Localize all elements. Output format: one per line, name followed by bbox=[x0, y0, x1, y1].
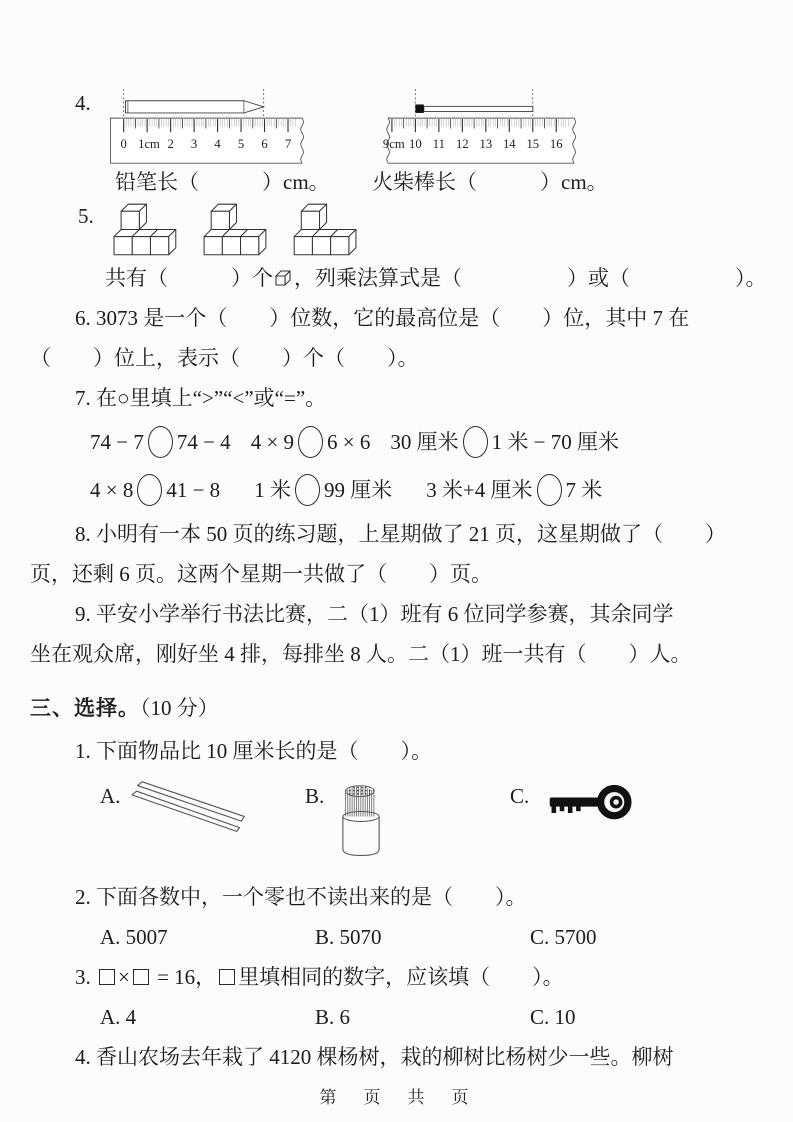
matchstick-icon bbox=[415, 104, 532, 112]
choice-q2-text: 2. 下面各数中，一个零也不读出来的是（ ）。 bbox=[75, 885, 527, 909]
comparison-circle bbox=[148, 426, 173, 458]
choice-q2-options bbox=[30, 917, 765, 957]
choice-q3-option-b: B. 6 bbox=[315, 1005, 351, 1029]
question-6-line1: 6. 3073 是一个（ ）位数，它的最高位是（ ）位，其中 7 在 bbox=[75, 306, 690, 330]
ruler-tick-label: 13 bbox=[479, 137, 493, 152]
ruler-tick-label: 3 bbox=[190, 137, 198, 152]
matchstick-length-blank: 火柴棒长（ ）cm。 bbox=[372, 170, 608, 194]
question-4-number: 4. bbox=[75, 91, 91, 115]
ruler-tick-label: 5 bbox=[237, 137, 245, 152]
choice-q1-text: 1. 下面物品比 10 厘米长的是（ ）。 bbox=[75, 739, 432, 763]
comparison-circle bbox=[137, 474, 162, 506]
section-3-title bbox=[30, 686, 765, 731]
comparison-item: 4 × 9 6 × 6 bbox=[251, 418, 371, 466]
question-7-row2 bbox=[90, 466, 765, 514]
ruler-tick-label: 0 bbox=[120, 137, 127, 152]
ruler-tick-label: 10 bbox=[409, 137, 422, 152]
section-3-score: （10 分） bbox=[140, 696, 219, 720]
question-5-number: 5. bbox=[78, 204, 94, 228]
toothpick-holder-icon bbox=[332, 779, 390, 863]
choice-q4-text: 4. 香山农场去年栽了 4120 棵杨树，栽的柳树比杨树少一些。柳树 bbox=[75, 1045, 674, 1069]
blank-square-icon bbox=[99, 969, 115, 985]
chopsticks-icon bbox=[128, 779, 250, 837]
choice-q3-text: 3. × = 16， 里填相同的数字，应该填（ ）。 bbox=[75, 965, 564, 989]
comparison-item: 74 − 7 74 − 4 bbox=[90, 418, 231, 466]
choice-q1-option-b: B. bbox=[305, 779, 510, 863]
comparison-item: 1 米 99 厘米 bbox=[254, 466, 392, 514]
key-icon bbox=[537, 779, 637, 827]
comparison-circle bbox=[295, 474, 320, 506]
page-footer: 第 页 共 页 bbox=[319, 1088, 474, 1107]
question-5-figures bbox=[78, 203, 765, 258]
ruler-tick-label: 6 bbox=[261, 137, 268, 152]
ruler-tick-label: 15 bbox=[526, 137, 540, 152]
unit-cube-icon bbox=[274, 269, 293, 288]
ruler-tick-label: 4 bbox=[214, 137, 221, 152]
comparison-circle bbox=[298, 426, 323, 458]
pencil-icon bbox=[126, 101, 264, 113]
ruler-tick-label: 14 bbox=[502, 137, 516, 152]
choice-q1-option-c: C. bbox=[510, 779, 715, 827]
choice-q1-option-a: A. bbox=[100, 779, 305, 837]
blank-square-icon bbox=[219, 969, 235, 985]
question-6-line2: （ ）位上，表示（ ）个（ ）。 bbox=[30, 346, 419, 370]
ruler-tick-label: 2 bbox=[167, 137, 174, 152]
choice-q3-options bbox=[30, 997, 765, 1037]
choice-q1-options bbox=[30, 779, 765, 871]
question-7-prompt: 7. 在○里填上“>”“<”或“=”。 bbox=[75, 386, 327, 410]
question-8-line2: 页，还剩 6 页。这两个星期一共做了（ ）页。 bbox=[30, 562, 492, 586]
ruler-tick-label: 9cm bbox=[382, 137, 405, 152]
comparison-item: 4 × 8 41 − 8 bbox=[90, 466, 220, 514]
ruler-tick-label: 11 bbox=[432, 137, 445, 152]
blank-square-icon bbox=[133, 969, 149, 985]
pencil-ruler-figure bbox=[103, 88, 319, 167]
choice-q3-option-a: A. 4 bbox=[100, 1005, 137, 1029]
question-7-row1 bbox=[90, 418, 765, 466]
choice-q2-option-a: A. 5007 bbox=[100, 925, 168, 949]
comparison-circle bbox=[463, 426, 488, 458]
pencil-length-blank: 铅笔长（ ）cm。 bbox=[115, 170, 330, 194]
ruler-tick-label: 1cm bbox=[138, 137, 160, 152]
section-3-title-text: 三、选择。 bbox=[30, 697, 140, 720]
question-4-captions bbox=[115, 167, 765, 197]
matchstick-ruler-figure bbox=[375, 88, 591, 167]
question-8-line1: 8. 小明有一本 50 页的练习题，上星期做了 21 页，这星期做了（ ） bbox=[75, 522, 726, 546]
choice-q3-option-c: C. 10 bbox=[530, 1005, 576, 1029]
comparison-circle bbox=[537, 474, 562, 506]
ruler-tick-label: 12 bbox=[456, 137, 469, 152]
question-5-text: 共有（ ）个 ，列乘法算式是（ ）或（ ）。 bbox=[105, 266, 767, 290]
ruler-tick-label: 7 bbox=[284, 137, 292, 152]
question-4-figures bbox=[75, 88, 765, 167]
ruler-tick-label: 16 bbox=[549, 137, 563, 152]
question-9-line1: 9. 平安小学举行书法比赛，二（1）班有 6 位同学参赛，其余同学 bbox=[75, 602, 674, 626]
question-9-line2: 坐在观众席，刚好坐 4 排，每排坐 8 人。二（1）班一共有（ ）人。 bbox=[30, 642, 692, 666]
choice-q2-option-b: B. 5070 bbox=[315, 925, 382, 949]
choice-q2-option-c: C. 5700 bbox=[530, 925, 597, 949]
comparison-item: 30 厘米 1 米 − 70 厘米 bbox=[390, 418, 619, 466]
comparison-item: 3 米+4 厘米 7 米 bbox=[426, 466, 602, 514]
cube-groups-figure bbox=[112, 203, 360, 258]
